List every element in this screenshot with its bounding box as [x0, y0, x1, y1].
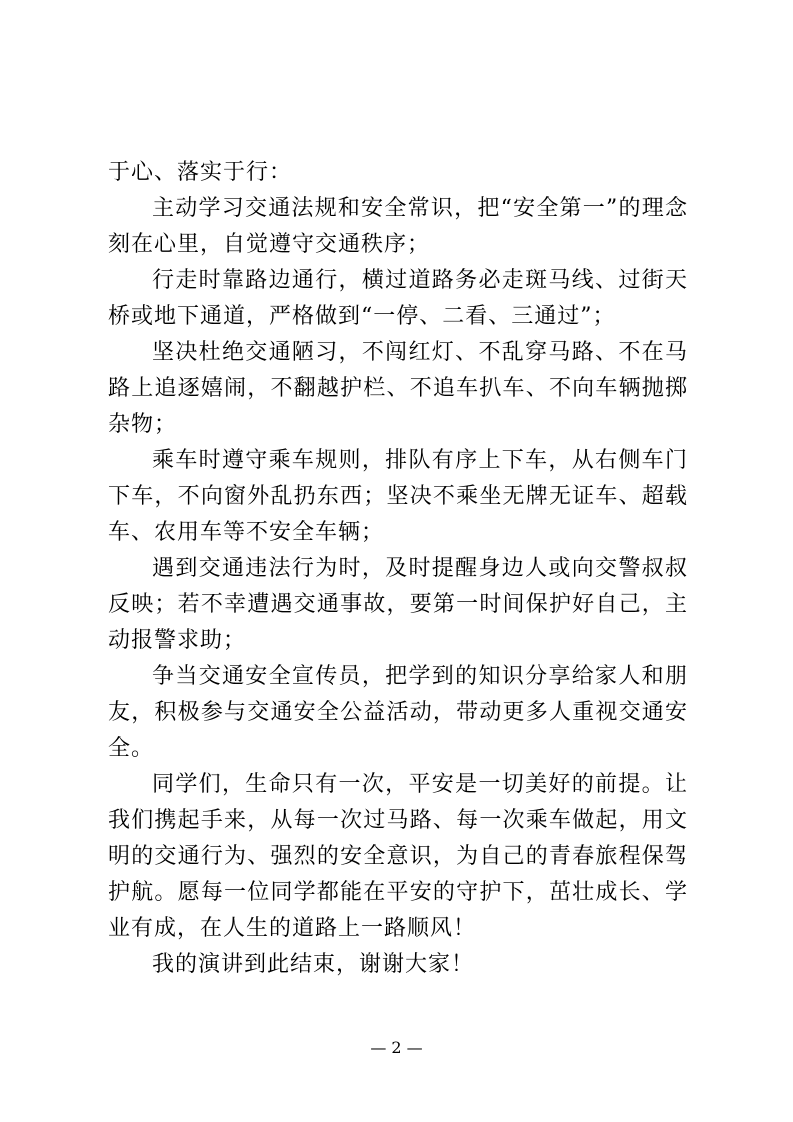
paragraph-7: 争当交通安全宣传员，把学到的知识分享给家人和朋友，积极参与交通安全公益活动，带动更多人重视交通安全。 — [108, 664, 688, 761]
page-number: — 2 — — [370, 1038, 423, 1057]
paragraph-2: 主动学习交通法规和安全常识，把“安全第一”的理念刻在心里，自觉遵守交通秩序； — [108, 196, 688, 257]
paragraph-5: 乘车时遵守乘车规则，排队有序上下车，从右侧车门下车，不向窗外乱扔东西；坚决不乘坐无牌无证车、超载车、农用车等不安全车辆； — [108, 448, 688, 545]
paragraph-3: 行走时靠路边通行，横过道路务必走斑马线、过街天桥或地下通道，严格做到“一停、二看、三通过”； — [108, 268, 688, 329]
paragraph-6: 遇到交通违法行为时，及时提醒身边人或向交警叔叔反映；若不幸遭遇交通事故，要第一时间保护好自己，主动报警求助； — [108, 556, 688, 653]
paragraph-4: 坚决杜绝交通陋习，不闯红灯、不乱穿马路、不在马路上追逐嬉闹，不翻越护栏、不追车扒车、不向车辆抛掷杂物； — [108, 340, 688, 437]
paragraph-9: 我的演讲到此结束，谢谢大家！ — [152, 952, 475, 977]
document-body — [108, 155, 688, 983]
paragraph-8: 同学们，生命只有一次，平安是一切美好的前提。让我们携起手来，从每一次过马路、每一次乘车做起，用文明的交通行为、强烈的安全意识，为自己的青春旅程保驾护航。愿每一位同学都能在平安的守护下，茁壮成长、学业有成，在人生的道路上一路顺风！ — [108, 772, 688, 941]
paragraph-1: 于心、落实于行： — [108, 160, 293, 185]
